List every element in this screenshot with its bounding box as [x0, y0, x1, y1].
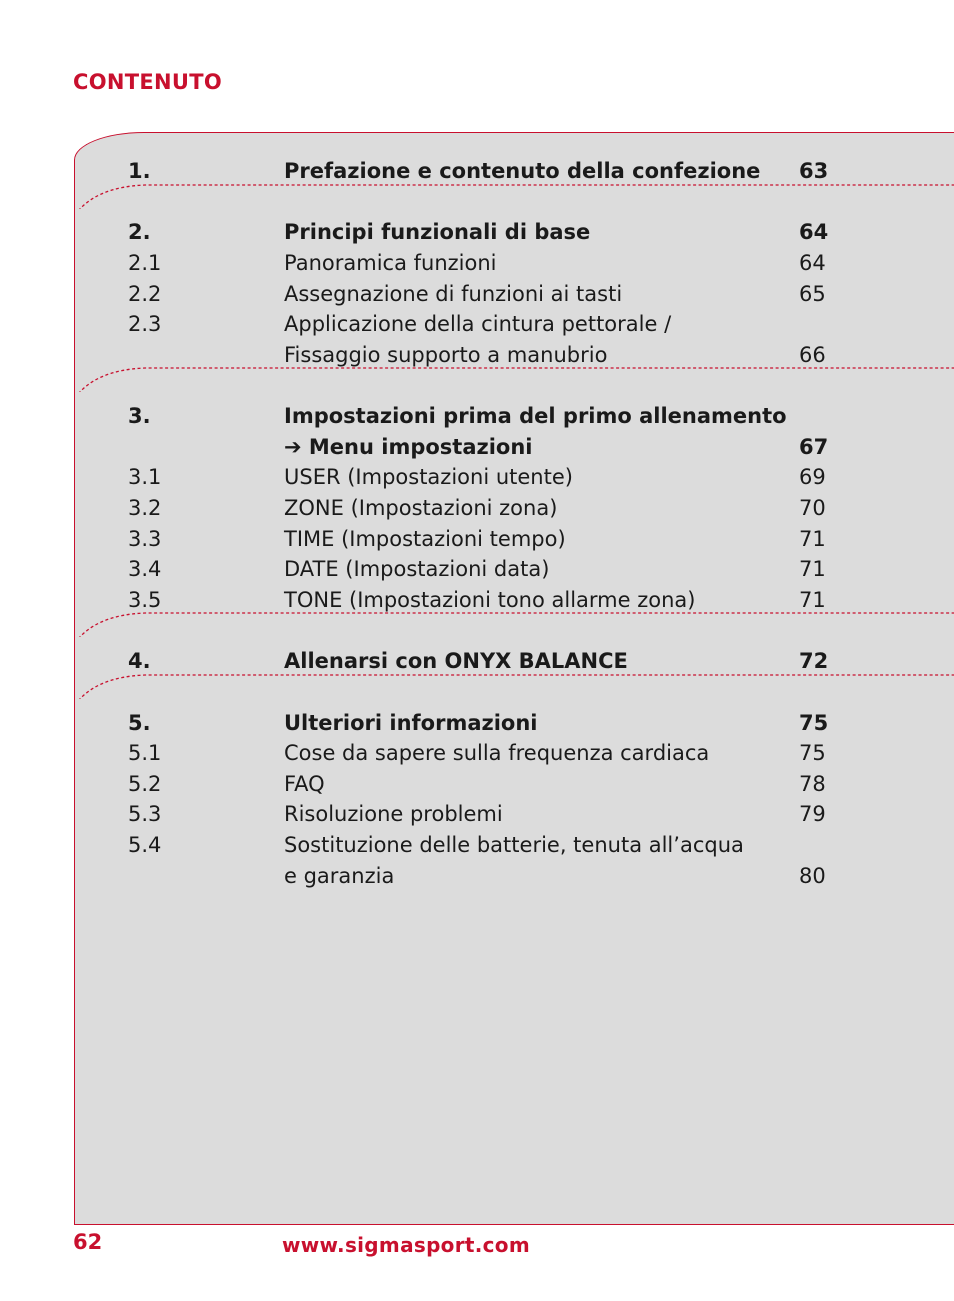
- toc-entry[interactable]: [75, 861, 954, 891]
- toc-page-number: 79: [799, 802, 826, 827]
- toc-page-number: 65: [799, 281, 826, 306]
- toc-title: FAQ: [284, 771, 325, 796]
- toc-page-number: 75: [799, 741, 826, 766]
- toc-title: USER (Impostazioni utente): [284, 465, 573, 490]
- toc-page-number: 70: [799, 496, 826, 520]
- toc-number: 3.: [128, 404, 151, 429]
- toc-entry[interactable]: [75, 738, 954, 768]
- toc-entry[interactable]: [75, 309, 954, 339]
- toc-entry[interactable]: [75, 769, 954, 799]
- toc-title: ➔ Menu impostazioni: [284, 434, 533, 459]
- toc-number: 5.4: [128, 833, 162, 857]
- toc-entry[interactable]: [75, 830, 954, 860]
- toc-title: Allenarsi con ONYX BALANCE: [284, 649, 628, 674]
- toc-entry[interactable]: [75, 432, 954, 462]
- page-number: 62: [73, 1230, 103, 1254]
- toc-page-number: 63: [799, 159, 829, 183]
- toc-page-number: 71: [799, 526, 826, 551]
- toc-title: Fissaggio supporto a manubrio: [284, 342, 608, 367]
- toc-number: 3.5: [128, 587, 162, 612]
- toc-number: 3.1: [128, 465, 162, 490]
- toc-page-number: 78: [799, 771, 826, 796]
- toc-entry[interactable]: [75, 401, 954, 431]
- toc-entry[interactable]: [75, 708, 954, 738]
- toc-page-number: 69: [799, 465, 826, 490]
- toc-title: Sostituzione delle batterie, tenuta all’acqua: [284, 833, 744, 857]
- toc-number: 5.: [128, 710, 151, 735]
- toc-number: 5.2: [128, 771, 162, 796]
- toc-entry[interactable]: [75, 340, 954, 370]
- toc-page-number: 67: [799, 434, 829, 459]
- toc-number: 3.3: [128, 526, 162, 551]
- toc-title: Impostazioni prima del primo allenamento: [284, 404, 787, 429]
- toc-title: ZONE (Impostazioni zona): [284, 496, 558, 520]
- toc-title: Cose da sapere sulla frequenza cardiaca: [284, 741, 710, 766]
- toc-title: TONE (Impostazioni tono allarme zona): [284, 587, 696, 612]
- toc-title: e garanzia: [284, 863, 395, 888]
- toc-number: 2.1: [128, 251, 162, 275]
- toc-entry[interactable]: [75, 279, 954, 309]
- toc-page-number: 71: [799, 587, 826, 612]
- toc-page-number: 64: [799, 251, 826, 275]
- toc-entry[interactable]: [75, 248, 954, 278]
- toc-entry[interactable]: [75, 524, 954, 554]
- toc-title: Ulteriori informazioni: [284, 710, 538, 735]
- page-title: CONTENUTO: [73, 70, 223, 94]
- toc-title: Applicazione della cintura pettorale /: [284, 312, 672, 337]
- website-link[interactable]: www.sigmasport.com: [282, 1233, 530, 1257]
- toc-entry[interactable]: [75, 585, 954, 615]
- toc-title: Principi funzionali di base: [284, 220, 591, 245]
- toc-page-number: 72: [799, 649, 829, 674]
- toc-title: DATE (Impostazioni data): [284, 557, 550, 582]
- toc-entry[interactable]: [75, 217, 954, 247]
- toc-title: Panoramica funzioni: [284, 251, 497, 275]
- toc-number: 5.3: [128, 802, 162, 827]
- toc-number: 2.2: [128, 281, 162, 306]
- toc-number: 3.4: [128, 557, 162, 582]
- toc-entry[interactable]: [75, 799, 954, 829]
- toc-entry[interactable]: [75, 156, 954, 186]
- toc-entry[interactable]: [75, 493, 954, 523]
- toc-title: Assegnazione di funzioni ai tasti: [284, 281, 623, 306]
- toc-number: 1.: [128, 159, 151, 183]
- toc-title: Risoluzione problemi: [284, 802, 503, 827]
- toc-page-number: 64: [799, 220, 829, 245]
- toc-title: TIME (Impostazioni tempo): [284, 526, 566, 551]
- toc-entry[interactable]: [75, 646, 954, 676]
- toc-number: 5.1: [128, 741, 162, 766]
- toc-page-number: 71: [799, 557, 826, 582]
- toc-entry[interactable]: [75, 554, 954, 584]
- toc-number: 4.: [128, 649, 151, 674]
- toc-entry[interactable]: [75, 462, 954, 492]
- toc-number: 2.: [128, 220, 151, 245]
- toc-page-number: 75: [799, 710, 829, 735]
- toc-number: 2.3: [128, 312, 162, 337]
- toc-page-number: 66: [799, 342, 826, 367]
- toc-number: 3.2: [128, 496, 162, 520]
- table-of-contents: [74, 132, 954, 1225]
- toc-title: Prefazione e contenuto della confezione: [284, 159, 761, 183]
- toc-page-number: 80: [799, 863, 826, 888]
